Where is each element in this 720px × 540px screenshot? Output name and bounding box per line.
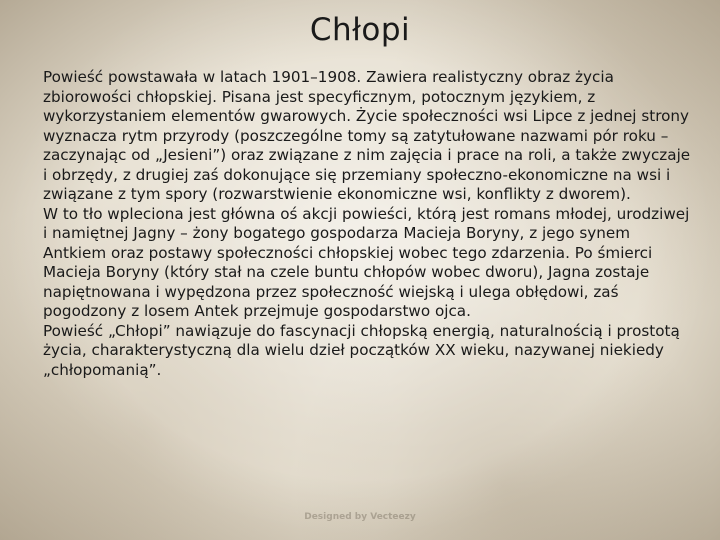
body-paragraph-1: Powieść powstawała w latach 1901–1908. Zawiera realistyczny obraz życia zbiorowości chłopskiej. Pisana jest specyficznym, potocznym językiem, z wykorzystaniem elementów gwarowych. Życie społeczności wsi Lipce z jednej strony wyznacza rytm przyrody (poszczególne tomy są zatytułowane nazwami pór roku – zaczynając od „Jesieni”) oraz związane z nim zajęcia i prace na roli, a także zwyczaje i obrzędy, z drugiej zaś dokonujące się przemiany społeczno-ekonomiczne na wsi i związane z tym spory (rozwarstwienie ekonomiczne wsi, konflikty z dworem). xyxy=(43,68,691,203)
body-paragraph-2: W to tło wpleciona jest główna oś akcji powieści, którą jest romans młodej, urodziwej i namiętnej Jagny – żony bogatego gospodarza Macieja Boryny, z jego synem Antkiem oraz postawy społeczności chłopskiej wobec tego zdarzenia. Po śmierci Macieja Boryny (który stał na czele buntu chłopów wobec dworu), Jagna zostaje napiętnowana i wypędzona przez społeczność wiejską i ulega obłędowi, zaś pogodzony z losem Antek przejmuje gospodarstwo ojca. xyxy=(43,204,690,320)
watermark: Designed by Vecteezy xyxy=(304,512,416,522)
slide-body xyxy=(43,68,693,380)
body-paragraph-3: Powieść „Chłopi” nawiązuje do fascynacji chłopską energią, naturalnością i prostotą życia, charakterystyczną dla wielu dzieł początków XX wieku, nazywanej niekiedy „chłopomanią”. xyxy=(43,321,680,379)
slide-title: Chłopi xyxy=(309,12,411,48)
